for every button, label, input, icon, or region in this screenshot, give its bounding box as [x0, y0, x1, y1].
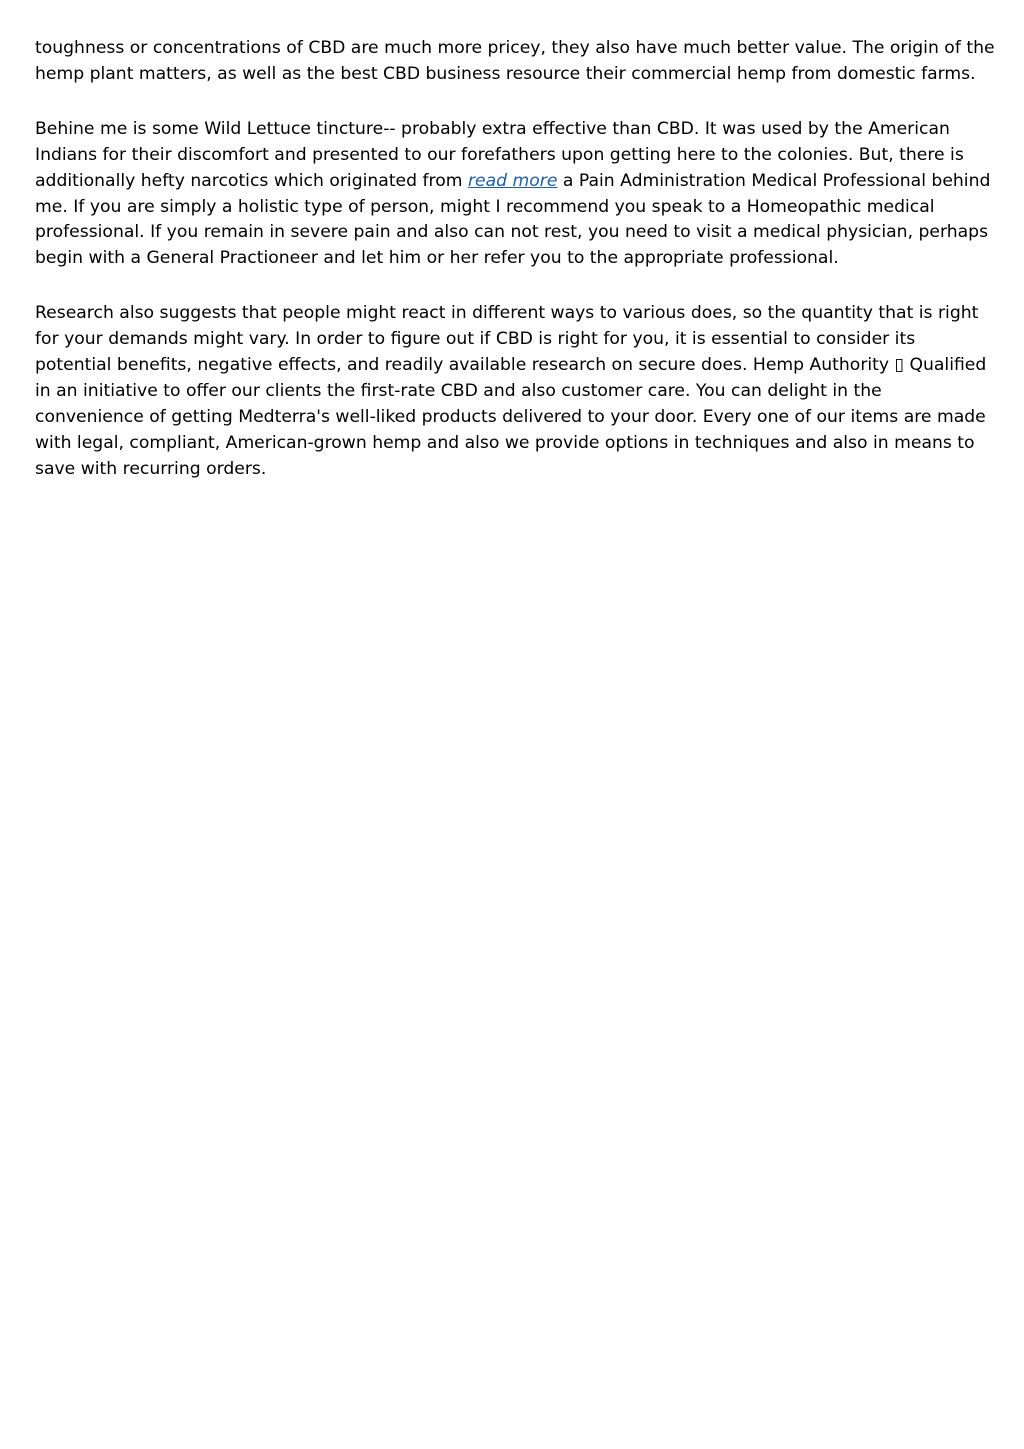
paragraph-2-text-after-link: a Pain Administration Medical Professional behind me. If you are simply a holistic type of person, might I recommend you speak to a Homeopathic medical professional. If you remain in severe pain and also can not rest, you need to visit a medical physician, perhaps begin with a General Practioneer and let him or her refer you to the appropriate professional. — [35, 170, 991, 269]
read-more-link[interactable]: read more — [467, 170, 558, 191]
paragraph-2-text-before-link: Behine me is some Wild Lettuce tincture-- probably extra effective than CBD. It was used by the American Indians for their discomfort and presented to our forefathers upon getting here to the colonies. But, there is additionally hefty narcotics which originated from — [35, 118, 964, 191]
paragraph-3: Research also suggests that people might react in different ways to various does, so the quantity that is right for your demands might vary. In order to figure out if CBD is right for you, it is essential to consider its potential benefits, negative effects, and readily available research on secure does. Hemp Authority ▯ Qualified in an initiative to offer our clients the first-rate CBD and also customer care. You can delight in the convenience of getting Medterra's well-liked products delivered to your door. Every one of our items are made with legal, compliant, American-grown hemp and also we provide options in techniques and also in means to save with recurring orders. — [35, 303, 987, 479]
document-body — [35, 36, 995, 512]
paragraph-2 — [35, 117, 995, 272]
paragraph-1: toughness or concentrations of CBD are much more pricey, they also have much better value. The origin of the hemp plant matters, as well as the best CBD business resource their commercial hemp from domestic farms. — [35, 38, 995, 84]
